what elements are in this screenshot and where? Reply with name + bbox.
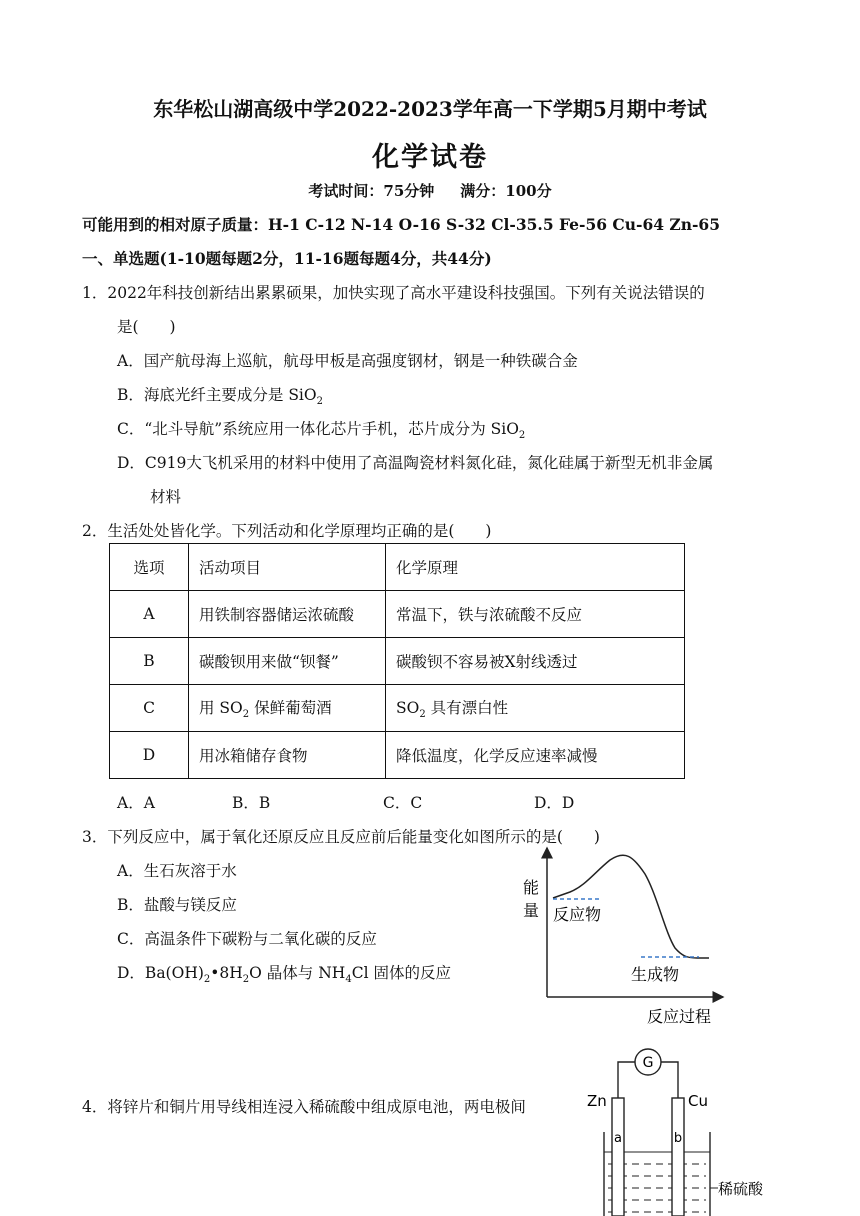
section-heading: 一、单选题(1-10题每题2分，11-16题每题4分，共44分) [82, 249, 492, 268]
table-cell: $SO_2$ 具有漂白性 [386, 685, 685, 732]
table-cell: 碳酸钡用来做“钡餐” [189, 638, 386, 685]
q1-stem-line1: 1．2022年科技创新结出累累硕果，加快实现了高水平建设科技强国。下列有关说法错误的 [82, 284, 705, 302]
q1-option-b: B．海底光纤主要成分是 SiO$_2$ [117, 386, 323, 408]
table-cell: 降低温度，化学反应速率减慢 [386, 732, 685, 779]
table-cell: 用冰箱储存食物 [189, 732, 386, 779]
q2-stem: 2．生活处处皆化学。下列活动和化学原理均正确的是( ) [82, 522, 492, 540]
table-row [110, 732, 685, 779]
table-header: 化学原理 [386, 544, 685, 591]
q3-option-d: D．$Ba(OH)_2•8H_2O$ 晶体与 $NH_4Cl$ 固体的反应 [117, 964, 451, 986]
reactant-label: 反应物 [553, 905, 602, 924]
left-wire [618, 1062, 635, 1098]
y-label-2: 量 [523, 901, 540, 920]
q3-option-c: C．高温条件下碳粉与二氧化碳的反应 [117, 930, 377, 948]
q2-choice-c: C．C [383, 794, 423, 812]
table-row [110, 591, 685, 638]
table-header: 活动项目 [189, 544, 386, 591]
q2-choice-b: B．B [232, 794, 271, 812]
cu-label: Cu [688, 1092, 708, 1110]
zinc-electrode [612, 1098, 624, 1216]
exam-title: 东华松山湖高级中学2022-2023学年高一下学期5月期中考试 [153, 97, 707, 121]
mark-b: b [673, 1131, 683, 1146]
table-cell: 常温下，铁与浓硫酸不反应 [386, 591, 685, 638]
table-cell: 用 $SO_2$ 保鲜葡萄酒 [189, 685, 386, 732]
q1-option-d-line1: D．C919大飞机采用的材料中使用了高温陶瓷材料氮化硅，氮化硅属于新型无机非金属 [117, 454, 714, 472]
q1-stem-line2: 是( ) [117, 318, 176, 336]
subject-title: 化学试卷 [372, 142, 488, 173]
x-label: 反应过程 [647, 1007, 712, 1026]
table-header-row [110, 544, 685, 591]
table-row [110, 638, 685, 685]
full-score: 满分：100分 [460, 182, 552, 200]
exam-meta [0, 180, 860, 201]
table-cell: 用铁制容器储运浓硫酸 [189, 591, 386, 638]
galvanometer-label: G [642, 1055, 654, 1071]
atomic-masses: 可能用到的相对原子质量：H-1 C-12 N-14 O-16 S-32 Cl-35.5 Fe-56 Cu-64 Zn-65 [82, 215, 721, 234]
right-wire [661, 1062, 678, 1098]
q2-choice-a: A．A [117, 794, 155, 812]
q2-table [109, 543, 685, 779]
q2-choice-d: D．D [534, 794, 575, 812]
q3-option-b: B．盐酸与镁反应 [117, 896, 237, 914]
solution-label: 稀硫酸 [718, 1180, 764, 1198]
exam-time: 考试时间：75分钟 [308, 182, 435, 200]
table-cell: A [110, 591, 189, 638]
q3-option-a: A．生石灰溶于水 [117, 862, 237, 880]
table-cell: B [110, 638, 189, 685]
product-label: 生成物 [631, 965, 680, 984]
y-label-1: 能 [523, 878, 540, 897]
mark-a: a [614, 1131, 622, 1146]
table-row [110, 685, 685, 732]
table-cell: 碳酸钡不容易被X射线透过 [386, 638, 685, 685]
copper-electrode [672, 1098, 684, 1216]
q1-option-a: A．国产航母海上巡航，航母甲板是高强度钢材，钢是一种铁碳合金 [117, 352, 578, 370]
table-header: 选项 [110, 544, 189, 591]
energy-diagram [515, 840, 745, 1030]
galvanic-cell-diagram [578, 1040, 778, 1216]
zn-label: Zn [587, 1092, 607, 1110]
q4-stem: 4．将锌片和铜片用导线相连浸入稀硫酸中组成原电池，两电极间 [82, 1098, 526, 1116]
table-cell: C [110, 685, 189, 732]
q1-option-d-line2: 材料 [150, 488, 182, 506]
q3-stem: 3．下列反应中，属于氧化还原反应且反应前后能量变化如图所示的是( ) [82, 828, 600, 846]
q1-option-c: C．“北斗导航”系统应用一体化芯片手机，芯片成分为 SiO$_2$ [117, 420, 526, 442]
table-cell: D [110, 732, 189, 779]
